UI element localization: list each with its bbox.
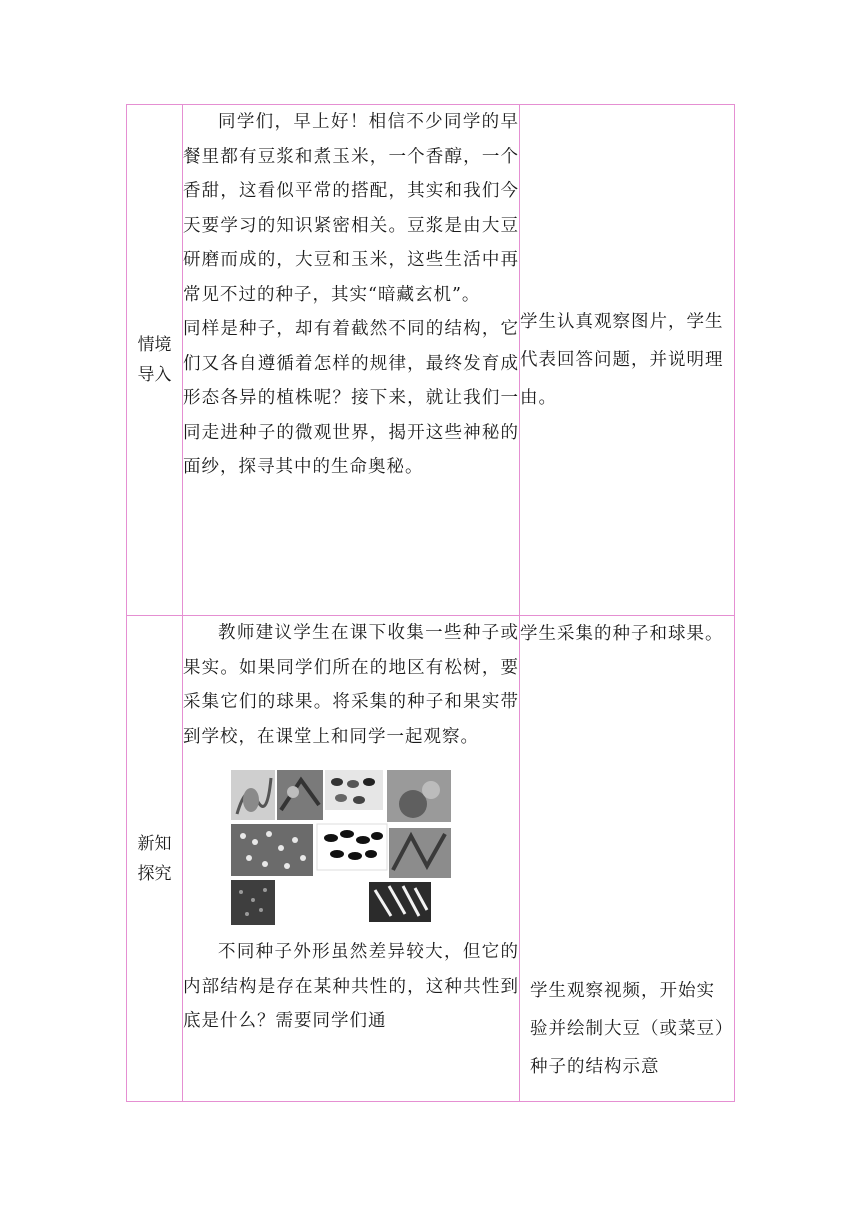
table-row [127, 105, 735, 616]
teacher-activity-cell [183, 616, 520, 1102]
seed-photo-collage-image [231, 770, 451, 925]
teacher-activity-cell [183, 105, 520, 616]
stage-label-line: 导入 [137, 365, 172, 385]
teacher-paragraph: 教师建议学生在课下收集一些种子或果实。如果同学们所在的地区有松树，要采集它们的球果。将采集的种子和果实带到学校，在课堂上和同学一起观察。 [183, 623, 519, 747]
stage-label-line: 探究 [137, 863, 172, 884]
stage-label-cell [127, 105, 183, 616]
student-paragraph: 学生观察视频，开始实验并绘制大豆（或菜豆）种子的结构示意 [530, 981, 725, 1077]
table-row [127, 616, 735, 1102]
stage-label-cell [127, 616, 183, 1102]
teacher-paragraph: 不同种子外形虽然差异较大，但它的内部结构是存在某种共性的，这种共性到底是什么？需要同学们通 [183, 942, 519, 1031]
stage-label-line: 情境 [137, 335, 172, 355]
seed-photo-collage [231, 770, 451, 925]
lesson-plan-table [126, 104, 735, 1102]
teacher-paragraph: 同学们，早上好！相信不少同学的早餐里都有豆浆和煮玉米，一个香醇，一个香甜，这看似平常的搭配，其实和我们今天要学习的知识紧密相关。豆浆是由大豆研磨而成的，大豆和玉米，这些生活中再常见不过的种子，其实“暗藏玄机”。 [183, 112, 519, 305]
student-activity-cell [520, 616, 735, 1102]
teacher-paragraph: 同样是种子，却有着截然不同的结构，它们又各自遵循着怎样的规律，最终发育成形态各异的植株呢？接下来，就让我们一同走进种子的微观世界，揭开这些神秘的面纱，探寻其中的生命奥秘。 [183, 319, 519, 477]
student-paragraph: 学生认真观察图片，学生代表回答问题，并说明理由。 [520, 312, 724, 408]
student-activity-cell [520, 105, 735, 616]
student-paragraph: 学生采集的种子和球果。 [520, 624, 724, 644]
stage-label-line: 新知 [137, 833, 172, 854]
